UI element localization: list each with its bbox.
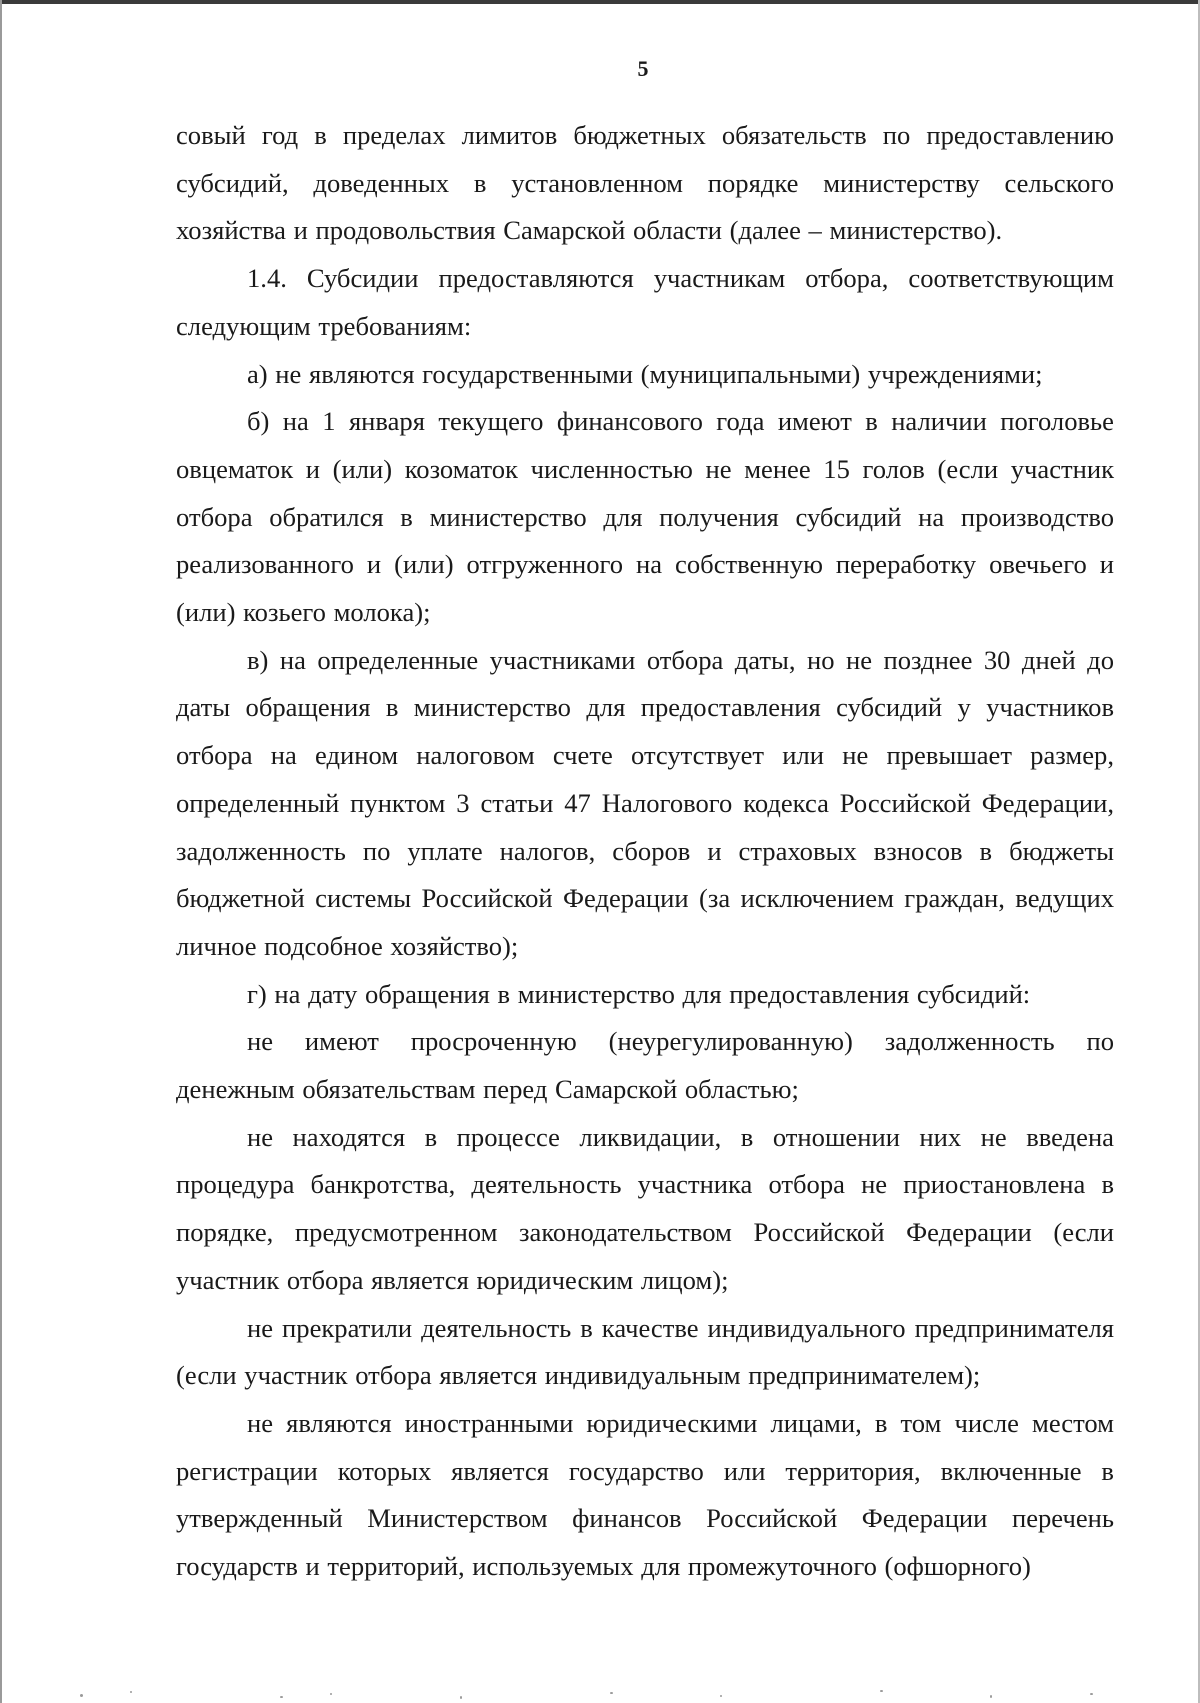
page-number: 5 [637,56,649,81]
paragraph-item-g: г) на дату обращения в министерство для предоставления субсидий: [247,978,1031,1009]
paragraph-clause-1-4: 1.4. Субсидии предоставляются участникам отбора, соответствующим следующим требованиям: [176,263,1114,341]
document-body [176,112,1114,1591]
paragraph-item-v: в) на определенные участниками отбора даты, но не позднее 30 дней до даты обращения в министерство для предоставления субсидий у участников отбора на едином налоговом счете отсутствует или не превышает размер, определенный пунктом 3 статьи 47 Налогового кодекса Российской Федерации, задолженность по уплате налогов, сборов и страховых взносов в бюджеты бюджетной системы Российской Федерации (за исключением граждан, ведущих личное подсобное хозяйство); [176,644,1114,961]
paragraph-item-b: б) на 1 января текущего финансового года имеют в наличии поголовье овцематок и (или) козоматок численностью не менее 15 голов (если участник отбора обратился в министерство для получения субсидий на производство реализованного и (или) отгруженного на собственную переработку овечьего и (или) козьего молока); [176,406,1114,628]
paragraph-no-ip-termination: не прекратили деятельность в качестве индивидуального предпринимателя (если участник отбора является индивидуальным предпринимателем); [176,1312,1114,1391]
scan-noise-bottom [0,1681,1200,1703]
scan-left-border [0,0,2,1703]
paragraph-continuation: совый год в пределах лимитов бюджетных обязательств по предоставлению субсидий, доведенных в установленном порядке министерству сельского хозяйства и продовольствия Самарской области (далее – министерство). [176,120,1114,246]
paragraph-item-a: а) не являются государственными (муниципальными) учреждениями; [247,358,1043,389]
paragraph-no-liquidation: не находятся в процессе ликвидации, в отношении них не введена процедура банкротства, деятельность участника отбора не приостановлена в порядке, предусмотренном законодательством Российской Федерации (если участник отбора является юридическим лицом); [176,1121,1114,1295]
paragraph-not-foreign-entity: не являются иностранными юридическими лицами, в том числе местом регистрации которых является государство или территория, включенные в утвержденный Министерством финансов Российской Федерации перечень государств и территорий, используемых для промежуточного (офшорного) [176,1407,1114,1582]
scan-top-border [0,0,1200,4]
paragraph-no-debt: не имеют просроченную (неурегулированную) задолженность по денежным обязательствам перед Самарской областью; [176,1026,1114,1105]
